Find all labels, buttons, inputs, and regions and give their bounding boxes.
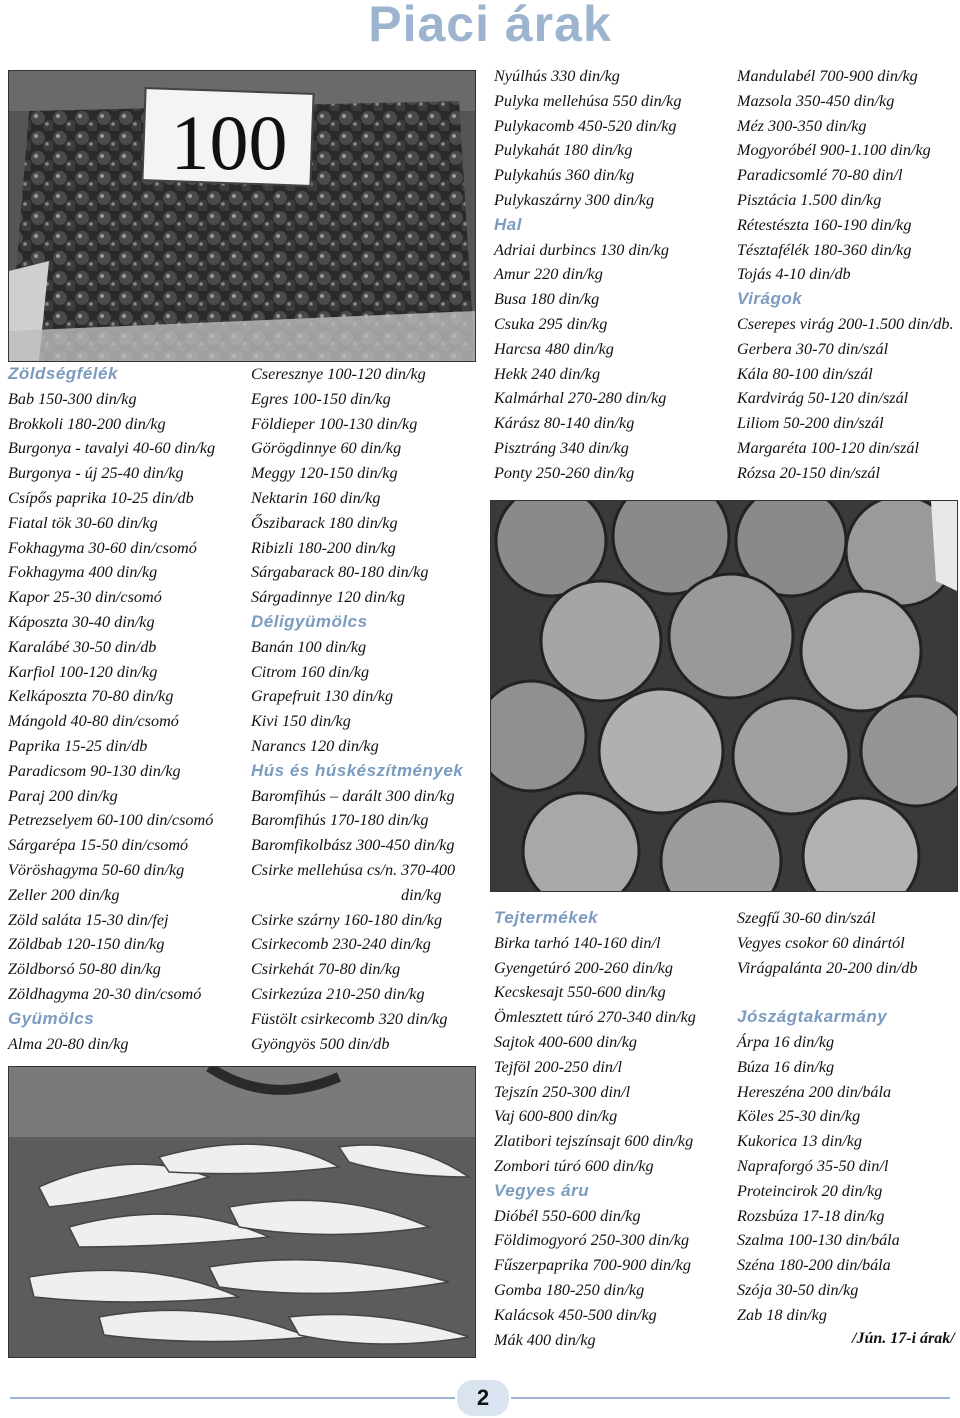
price-item: Cserepes virág 200-1.500 din/db.	[737, 314, 954, 333]
category-heading: Tejtermékek	[494, 908, 599, 927]
price-item: Hekk 240 din/kg	[494, 364, 601, 383]
price-item: Amur 220 din/kg	[494, 265, 603, 284]
price-item: Gyöngyös 500 din/db	[251, 1034, 390, 1053]
price-item: Petrezselyem 60-100 din/csomó	[8, 811, 214, 830]
price-item: Gomba 180-250 din/kg	[494, 1280, 645, 1299]
price-item: Vegyes csokor 60 dinártól	[737, 933, 905, 952]
price-item: Liliom 50-200 din/szál	[737, 414, 884, 433]
category-heading: Hús és húskészítmények	[251, 760, 464, 780]
price-item: Rétestészta 160-190 din/kg	[737, 215, 912, 234]
price-item: Csirkezúza 210-250 din/kg	[251, 984, 425, 1003]
price-item: Sárgabarack 80-180 din/kg	[251, 563, 429, 582]
price-item: Paradicsomlé 70-80 din/l	[737, 166, 903, 185]
price-item: Görögdinnye 60 din/kg	[251, 439, 402, 458]
price-item: Csuka 295 din/kg	[494, 314, 608, 333]
price-item: Sárgarépa 15-50 din/csomó	[8, 836, 189, 855]
price-item: Baromfihús 170-180 din/kg	[251, 811, 429, 830]
price-item: Birka tarhó 140-160 din/l	[494, 933, 661, 952]
column-vegetables	[8, 362, 215, 1056]
price-item: Mángold 40-80 din/csomó	[8, 712, 179, 731]
price-item: Széna 180-200 din/bála	[737, 1256, 891, 1275]
category-heading: Zöldségfélék	[8, 364, 118, 383]
price-item: Kelkáposzta 70-80 din/kg	[8, 687, 174, 706]
price-item: Kárász 80-140 din/kg	[494, 414, 635, 433]
price-item: Gerbera 30-70 din/szál	[737, 339, 889, 358]
price-item: Pisztácia 1.500 din/kg	[737, 190, 882, 209]
price-item: Búza 16 din/kg	[737, 1057, 835, 1076]
price-item: Tésztafélék 180-360 din/kg	[737, 240, 912, 259]
price-item: Fokhagyma 400 din/kg	[8, 563, 158, 582]
price-item: Mandulabél 700-900 din/kg	[737, 67, 918, 85]
price-item: Hereszéna 200 din/bála	[737, 1082, 892, 1101]
price-item: Kalácsok 450-500 din/kg	[494, 1305, 657, 1324]
price-item: Brokkoli 180-200 din/kg	[8, 414, 166, 433]
price-item: Zab 18 din/kg	[737, 1305, 827, 1324]
price-item: Kukorica 13 din/kg	[737, 1132, 862, 1151]
price-item: Paprika 15-25 din/db	[8, 736, 148, 755]
price-item: Csirke szárny 160-180 din/kg	[251, 910, 443, 929]
price-item: Egres 100-150 din/kg	[251, 389, 391, 408]
category-heading: Jószágtakarmány	[737, 1007, 888, 1027]
price-item: Őszibarack 180 din/kg	[251, 513, 398, 532]
peaches-image	[491, 501, 957, 891]
price-item: Adriai durbincs 130 din/kg	[494, 240, 669, 259]
price-item: Tejföl 200-250 din/l	[494, 1057, 623, 1076]
price-item: Csirkehát 70-80 din/kg	[251, 960, 401, 979]
cherries-photo	[8, 70, 476, 362]
price-item: Szalma 100-130 din/bála	[737, 1231, 900, 1250]
peppers-image	[9, 1067, 475, 1357]
price-item: Baromfikolbász 300-450 din/kg	[251, 836, 455, 855]
price-item: Bab 150-300 din/kg	[8, 389, 137, 408]
price-item: Kivi 150 din/kg	[251, 712, 351, 731]
price-item: Paradicsom 90-130 din/kg	[8, 761, 181, 780]
page-title: Piaci árak	[368, 0, 612, 52]
price-item: Méz 300-350 din/kg	[737, 116, 867, 135]
price-item: Csirkecomb 230-240 din/kg	[251, 935, 431, 954]
price-item: Kecskesajt 550-600 din/kg	[494, 983, 666, 1002]
price-item: Ribizli 180-200 din/kg	[251, 538, 396, 557]
price-item: Paraj 200 din/kg	[8, 786, 118, 805]
cherries-image	[9, 71, 475, 361]
price-item: Napraforgó 35-50 din/l	[737, 1156, 889, 1175]
price-item: Zöldborsó 50-80 din/kg	[8, 960, 161, 979]
price-item: Rozsbúza 17-18 din/kg	[737, 1206, 885, 1225]
price-item: Csirke mellehúsa cs/n. 370-400	[251, 860, 456, 879]
price-item: Karfiol 100-120 din/kg	[8, 662, 158, 681]
price-item: Szója 30-50 din/kg	[737, 1280, 859, 1299]
column-misc-flowers	[737, 64, 954, 486]
price-item: Burgonya - új 25-40 din/kg	[8, 464, 184, 483]
price-item: Földieper 100-130 din/kg	[251, 414, 418, 433]
price-item: Cseresznye 100-120 din/kg	[251, 365, 426, 383]
price-item: Proteincirok 20 din/kg	[737, 1181, 883, 1200]
price-item: Zöldbab 120-150 din/kg	[8, 935, 165, 954]
price-item: Burgonya - tavalyi 40-60 din/kg	[8, 439, 216, 458]
price-item: Gyengetúró 200-260 din/kg	[494, 958, 673, 977]
peppers-photo	[8, 1066, 476, 1358]
price-item: Narancs 120 din/kg	[251, 736, 379, 755]
price-item: Sárgadinnye 120 din/kg	[251, 588, 406, 607]
peaches-photo	[490, 500, 958, 892]
column-dairy-misc	[494, 906, 696, 1352]
price-item: Vaj 600-800 din/kg	[494, 1107, 618, 1126]
price-item: Kála 80-100 din/szál	[737, 364, 873, 383]
price-item: Káposzta 30-40 din/kg	[8, 612, 155, 631]
price-item: Tojás 4-10 din/db	[737, 265, 851, 284]
price-item: Sajtok 400-600 din/kg	[494, 1032, 637, 1051]
column-poultry-fish	[494, 64, 681, 486]
price-item: Fiatal tök 30-60 din/kg	[8, 513, 158, 532]
category-heading: Hal	[494, 214, 522, 234]
column-flowers-feed	[737, 906, 917, 1328]
page-number: 2	[455, 1378, 511, 1418]
category-heading: Virágok	[737, 289, 803, 309]
price-item: Csípős paprika 10-25 din/db	[8, 488, 194, 507]
price-item: Banán 100 din/kg	[251, 637, 367, 656]
price-item: Zeller 200 din/kg	[8, 885, 120, 904]
price-item: Pulyka mellehúsa 550 din/kg	[494, 91, 682, 110]
price-item: din/kg	[401, 885, 442, 904]
price-item: Grapefruit 130 din/kg	[251, 687, 394, 706]
price-item: Kalmárhal 270-280 din/kg	[494, 389, 667, 408]
page-footer	[0, 1378, 960, 1418]
price-item: Mák 400 din/kg	[494, 1330, 596, 1349]
price-item: Harcsa 480 din/kg	[494, 339, 614, 358]
price-item: Pisztráng 340 din/kg	[494, 438, 629, 457]
price-item: Pulykahús 360 din/kg	[494, 166, 635, 185]
price-item: Mogyoróbél 900-1.100 din/kg	[737, 141, 931, 160]
price-item: Margaréta 100-120 din/szál	[737, 438, 919, 457]
price-item: Karalábé 30-50 din/db	[8, 637, 157, 656]
price-item: Pulykaszárny 300 din/kg	[494, 190, 655, 209]
price-item: Pulykacomb 450-520 din/kg	[494, 116, 677, 135]
cherries-sign-text: 100	[170, 99, 288, 186]
price-item: Kardvirág 50-120 din/szál	[737, 389, 909, 408]
price-item: Mazsola 350-450 din/kg	[737, 91, 895, 110]
price-item: Ponty 250-260 din/kg	[494, 463, 635, 482]
price-item: Szegfű 30-60 din/szál	[737, 909, 876, 927]
price-item: Földimogyoró 250-300 din/kg	[494, 1231, 690, 1250]
price-item: Dióbél 550-600 din/kg	[494, 1206, 641, 1225]
price-item: Rózsa 20-150 din/szál	[737, 463, 881, 482]
price-item: Citrom 160 din/kg	[251, 662, 370, 681]
category-heading: Vegyes áru	[494, 1180, 590, 1200]
price-item: Nektarin 160 din/kg	[251, 488, 381, 507]
price-item: Zöldhagyma 20-30 din/csomó	[8, 984, 202, 1003]
price-item: Vöröshagyma 50-60 din/kg	[8, 860, 185, 879]
price-item: Zlatibori tejszínsajt 600 din/kg	[494, 1132, 694, 1151]
category-heading: Déligyümölcs	[251, 611, 368, 631]
spacer	[737, 980, 917, 1005]
price-item: Alma 20-80 din/kg	[8, 1034, 129, 1053]
price-item: Füstölt csirkecomb 320 din/kg	[251, 1009, 448, 1028]
price-item: Zombori túró 600 din/kg	[494, 1156, 654, 1175]
price-item: Kapor 25-30 din/csomó	[8, 588, 162, 607]
category-heading: Gyümölcs	[8, 1008, 95, 1028]
price-item: Virágpalánta 20-200 din/db	[737, 958, 918, 977]
date-note: /Jún. 17-i árak/	[852, 1330, 955, 1347]
price-item: Nyúlhús 330 din/kg	[494, 67, 620, 85]
price-item: Ömlesztett túró 270-340 din/kg	[494, 1008, 696, 1027]
price-item: Busa 180 din/kg	[494, 290, 600, 309]
price-item: Árpa 16 din/kg	[737, 1032, 835, 1051]
price-item: Meggy 120-150 din/kg	[251, 464, 398, 483]
price-item: Tejszín 250-300 din/l	[494, 1082, 631, 1101]
column-fruits-meat	[251, 362, 463, 1056]
price-item: Zöld saláta 15-30 din/fej	[8, 910, 169, 929]
price-item: Fűszerpaprika 700-900 din/kg	[494, 1256, 691, 1275]
price-item: Fokhagyma 30-60 din/csomó	[8, 538, 197, 557]
price-item: Pulykahát 180 din/kg	[494, 141, 633, 160]
price-item: Köles 25-30 din/kg	[737, 1107, 861, 1126]
price-item: Baromfihús – darált 300 din/kg	[251, 786, 455, 805]
